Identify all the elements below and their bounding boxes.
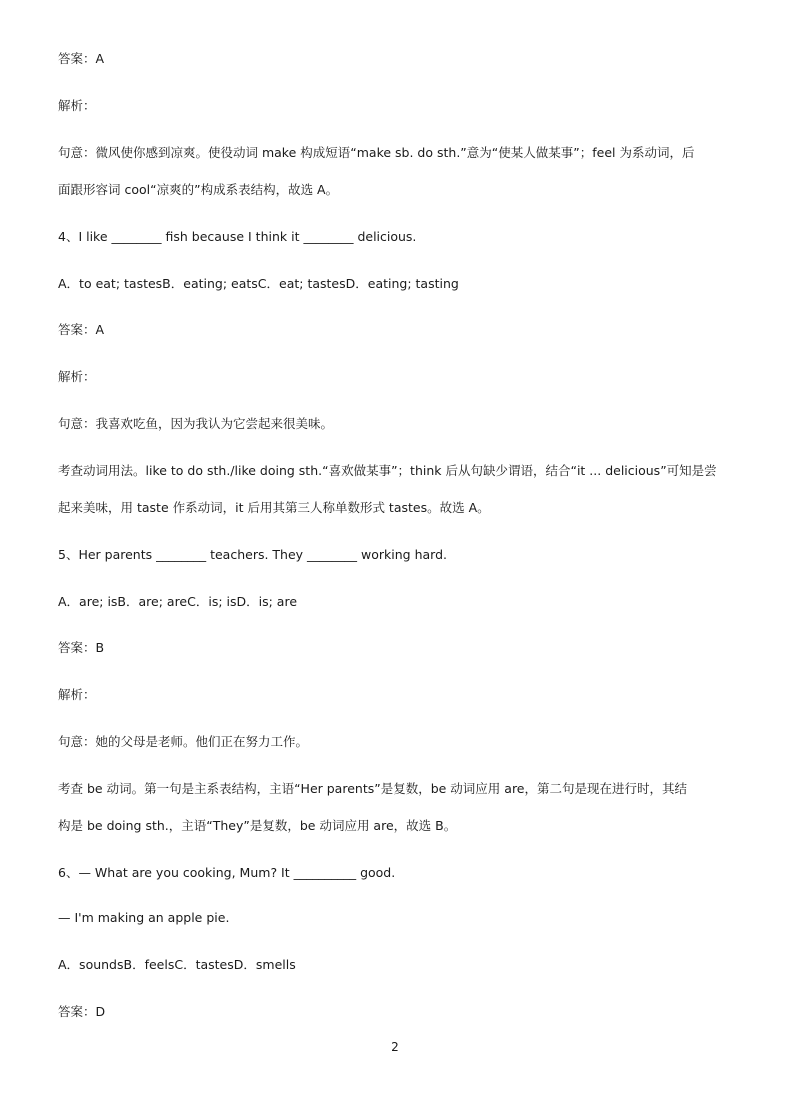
q6-answer: 答案：D bbox=[58, 1004, 106, 1019]
q5-explanation-line-1: 考查 be 动词。第一句是主系表结构，主语“Her parents”是复数，be 动词应用 are，第二句是现在进行时，其结 bbox=[58, 781, 687, 796]
q5-question: 5、Her parents ________ teachers. They ________ working hard. bbox=[58, 547, 447, 562]
q4-meaning: 句意：我喜欢吃鱼，因为我认为它尝起来很美味。 bbox=[58, 416, 334, 431]
q6-options: A．soundsB．feelsC．tastesD．smells bbox=[58, 957, 296, 972]
q5-meaning: 句意：她的父母是老师。他们正在努力工作。 bbox=[58, 734, 309, 749]
q3-analysis-label: 解析： bbox=[58, 98, 96, 113]
q4-explanation-line-1: 考查动词用法。like to do sth./like doing sth.“喜欢做某事”；think 后从句缺少谓语，结合“it ... delicious”可知是尝 bbox=[58, 463, 717, 478]
q6-reply: — I'm making an apple pie. bbox=[58, 910, 230, 925]
q3-answer: 答案：A bbox=[58, 51, 105, 66]
q6-question: 6、— What are you cooking, Mum? It __________ good. bbox=[58, 865, 396, 880]
q4-options: A．to eat; tastesB．eating; eatsC．eat; tastesD．eating; tasting bbox=[58, 276, 459, 291]
q5-answer: 答案：B bbox=[58, 640, 105, 655]
q4-answer: 答案：A bbox=[58, 322, 105, 337]
q4-question: 4、I like ________ fish because I think it ________ delicious. bbox=[58, 229, 417, 244]
q3-explanation-line-1: 句意：微风使你感到凉爽。使役动词 make 构成短语“make sb. do sth.”意为“使某人做某事”；feel 为系动词，后 bbox=[58, 145, 695, 160]
q5-analysis-label: 解析： bbox=[58, 687, 96, 702]
q5-options: A．are; isB．are; areC．is; isD．is; are bbox=[58, 594, 298, 609]
q4-explanation-line-2: 起来美味，用 taste 作系动词，it 后用其第三人称单数形式 tastes。故选 A。 bbox=[58, 500, 490, 515]
page-number: 2 bbox=[391, 1040, 399, 1054]
q4-analysis-label: 解析： bbox=[58, 369, 96, 384]
q5-explanation-line-2: 构是 be doing sth.，主语“They”是复数，be 动词应用 are，故选 B。 bbox=[58, 818, 457, 833]
q3-explanation-line-2: 面跟形容词 cool“凉爽的”构成系表结构，故选 A。 bbox=[58, 182, 339, 197]
